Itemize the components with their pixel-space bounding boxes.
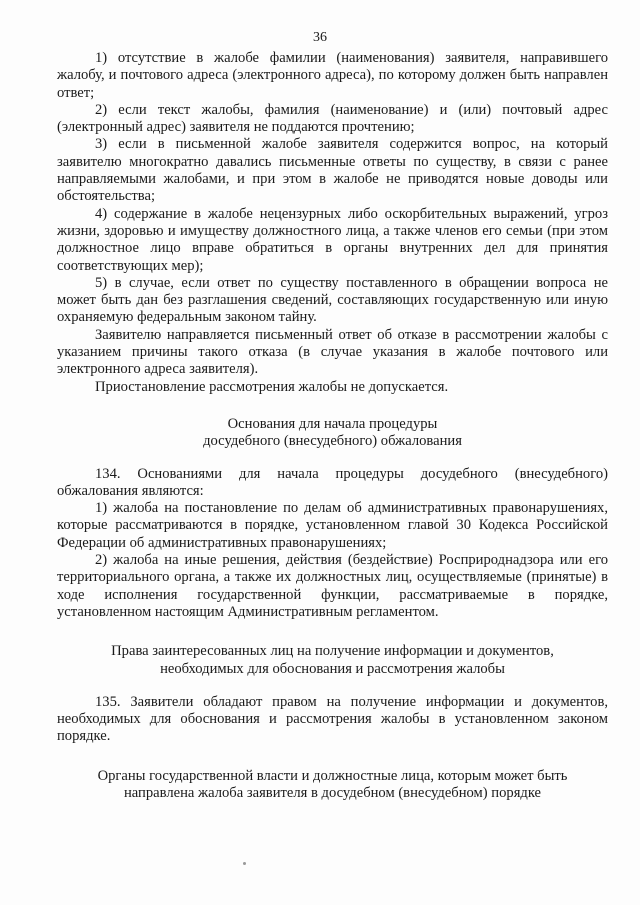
heading-line: Органы государственной власти и должностные лица, которым может быть [97,767,568,784]
list-item: 2) жалоба на иные решения, действия (бездействие) Росприроднадзора или его территориального органа, а также их должностных лиц, осуществляемые (принятые) в ходе исполнения государственной функции, рассматриваемые в порядке, установленном настоящим Административным регламентом. [57,552,608,620]
list-item: 1) отсутствие в жалобе фамилии (наименования) заявителя, направившего жалобу, и почтового адреса (электронного адреса), по которому должен быть направлен ответ; [57,50,608,101]
heading-line: Основания для начала процедуры [227,415,438,432]
document-body [57,50,608,802]
paragraph: 135. Заявители обладают правом на получение информации и документов, необходимых для обоснования и рассмотрения жалобы в установленном законом порядке. [57,693,608,745]
section-heading-grounds [57,416,608,451]
paragraph: Приостановление рассмотрения жалобы не допускается. [95,378,449,395]
list-item: 1) жалоба на постановление по делам об административных правонарушениях, которые рассматриваются в порядке, установленном главой 30 Кодекса Российской Федерации об административных правонарушениях; [57,500,608,551]
section-heading-rights [57,643,608,678]
section-heading-authorities [57,768,608,803]
list-item: 4) содержание в жалобе нецензурных либо оскорбительных выражений, угроз жизни, здоровью и имуществу должностного лица, а также членов его семьи (при этом должностное лицо вправе обратиться в органы внутренних дел для принятия соответствующих мер); [57,205,608,274]
scan-speck [243,862,246,865]
list-item: 2) если текст жалобы, фамилия (наименование) и (или) почтовый адрес (электронный адрес) заявителя не поддаются прочтению; [57,101,608,136]
page-number: 36 [313,30,327,45]
heading-line: Права заинтересованных лиц на получение информации и документов, [111,643,554,660]
paragraph: 134. Основаниями для начала процедуры досудебного (внесудебного) обжалования являются: [57,465,608,499]
list-item: 3) если в письменной жалобе заявителя содержится вопрос, на который заявителю многократно давались письменные ответы по существу, в связи с ранее направляемыми жалобами, и при этом в жалобе не приводятся новые доводы или обстоятельства; [57,136,608,205]
heading-line: направлена жалоба заявителя в досудебном (внесудебном) порядке [123,784,542,801]
paragraph: Заявителю направляется письменный ответ об отказе в рассмотрении жалобы с указанием причины такого отказа (в случае указания в жалобе почтового или электронного адреса заявителя). [57,326,608,378]
heading-line: досудебного (внесудебного) обжалования [203,433,462,450]
list-item: 5) в случае, если ответ по существу поставленного в обращении вопроса не может быть дан без разглашения сведений, составляющих государственную или иную охраняемую федеральным законом тайну. [57,274,608,326]
heading-line: необходимых для обоснования и рассмотрения жалобы [160,660,505,677]
